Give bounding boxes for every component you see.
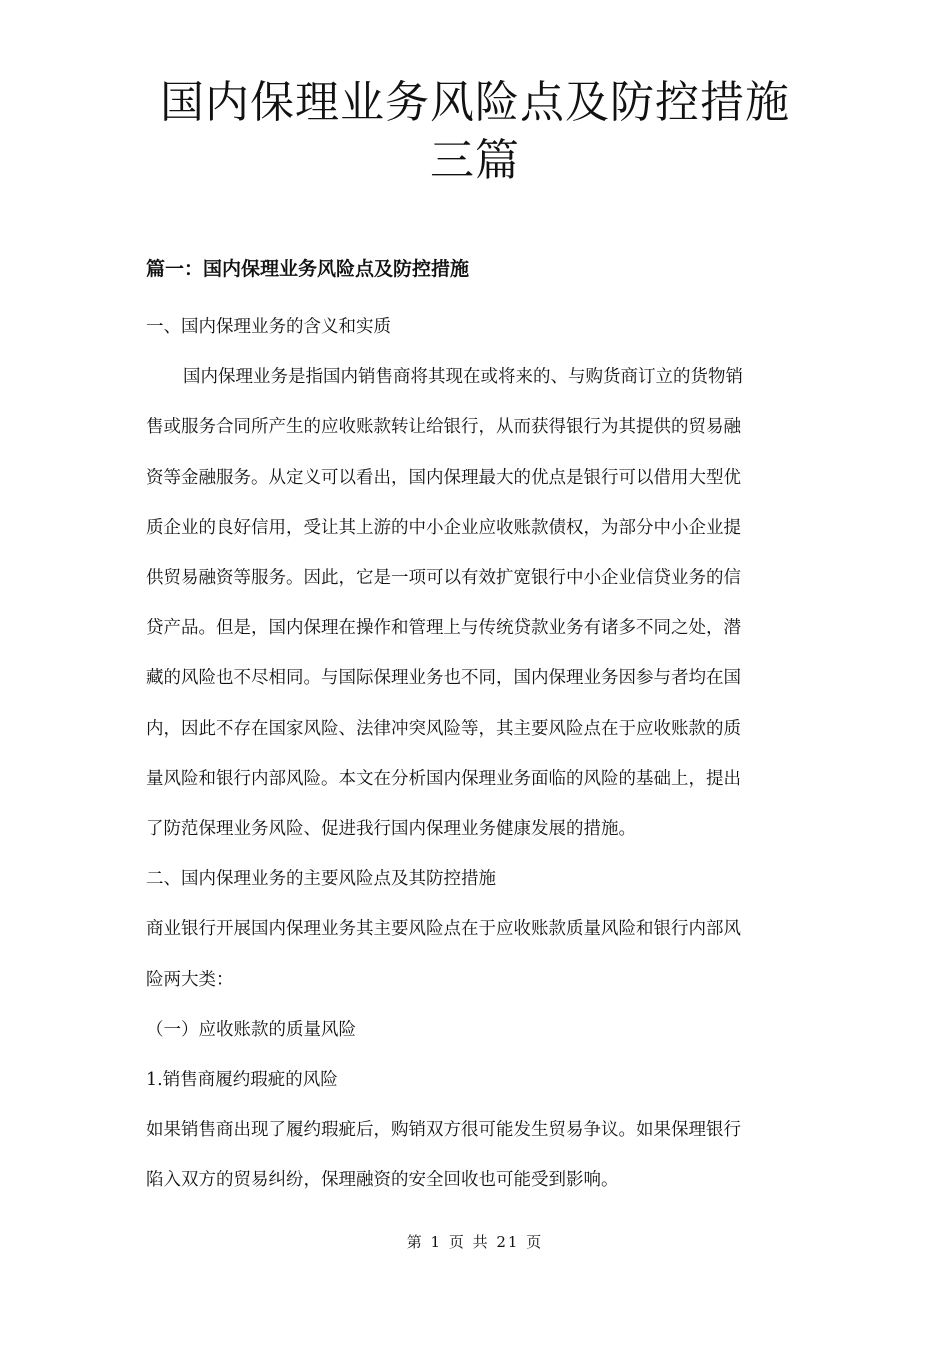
paragraph-line: 如果销售商出现了履约瑕疵后，购销双方很可能发生贸易争议。如果保理银行 xyxy=(146,1120,741,1141)
paragraph-line: 藏的风险也不尽相同。与国际保理业务也不同，国内保理业务因参与者均在国 xyxy=(146,668,741,689)
document-title: 国内保理业务风险点及防控措施三篇 xyxy=(160,77,790,186)
paragraph-line: 质企业的良好信用，受让其上游的中小企业应收账款债权，为部分中小企业提 xyxy=(146,517,741,538)
section-heading: 篇一：国内保理业务风险点及防控措施 xyxy=(146,258,470,280)
paragraph-line: 资等金融服务。从定义可以看出，国内保理最大的优点是银行可以借用大型优 xyxy=(146,467,741,488)
paragraph-line: 供贸易融资等服务。因此，它是一项可以有效扩宽银行中小企业信贷业务的信 xyxy=(146,568,741,589)
paragraph-line: 险两大类： xyxy=(146,969,234,990)
paragraph-line: 国内保理业务是指国内销售商将其现在或将来的、与购货商订立的货物销 xyxy=(183,367,743,388)
paragraph-line: 商业银行开展国内保理业务其主要风险点在于应收账款质量风险和银行内部风 xyxy=(146,919,741,940)
paragraph-line: 内，因此不存在国家风险、法律冲突风险等，其主要风险点在于应收账款的质 xyxy=(146,718,741,739)
paragraph-line: 量风险和银行内部风险。本文在分析国内保理业务面临的风险的基础上，提出 xyxy=(146,768,741,789)
paragraph-line: 售或服务合同所产生的应收账款转让给银行，从而获得银行为其提供的贸易融 xyxy=(146,417,741,438)
paragraph-line: 了防范保理业务风险、促进我行国内保理业务健康发展的措施。 xyxy=(146,819,636,840)
subheading-2: 二、国内保理业务的主要风险点及其防控措施 xyxy=(146,869,496,890)
page-number-footer: 第 1 页 共 21 页 xyxy=(406,1233,544,1251)
paragraph-line: 贷产品。但是，国内保理在操作和管理上与传统贷款业务有诸多不同之处，潜 xyxy=(146,618,741,639)
subheading-4: 1.销售商履约瑕疵的风险 xyxy=(146,1070,338,1091)
document-body xyxy=(146,302,802,1206)
subheading-1: 一、国内保理业务的含义和实质 xyxy=(146,317,391,337)
paragraph-line: 陷入双方的贸易纠纷，保理融资的安全回收也可能受到影响。 xyxy=(146,1170,619,1191)
subheading-3: （一）应收账款的质量风险 xyxy=(146,1019,356,1040)
